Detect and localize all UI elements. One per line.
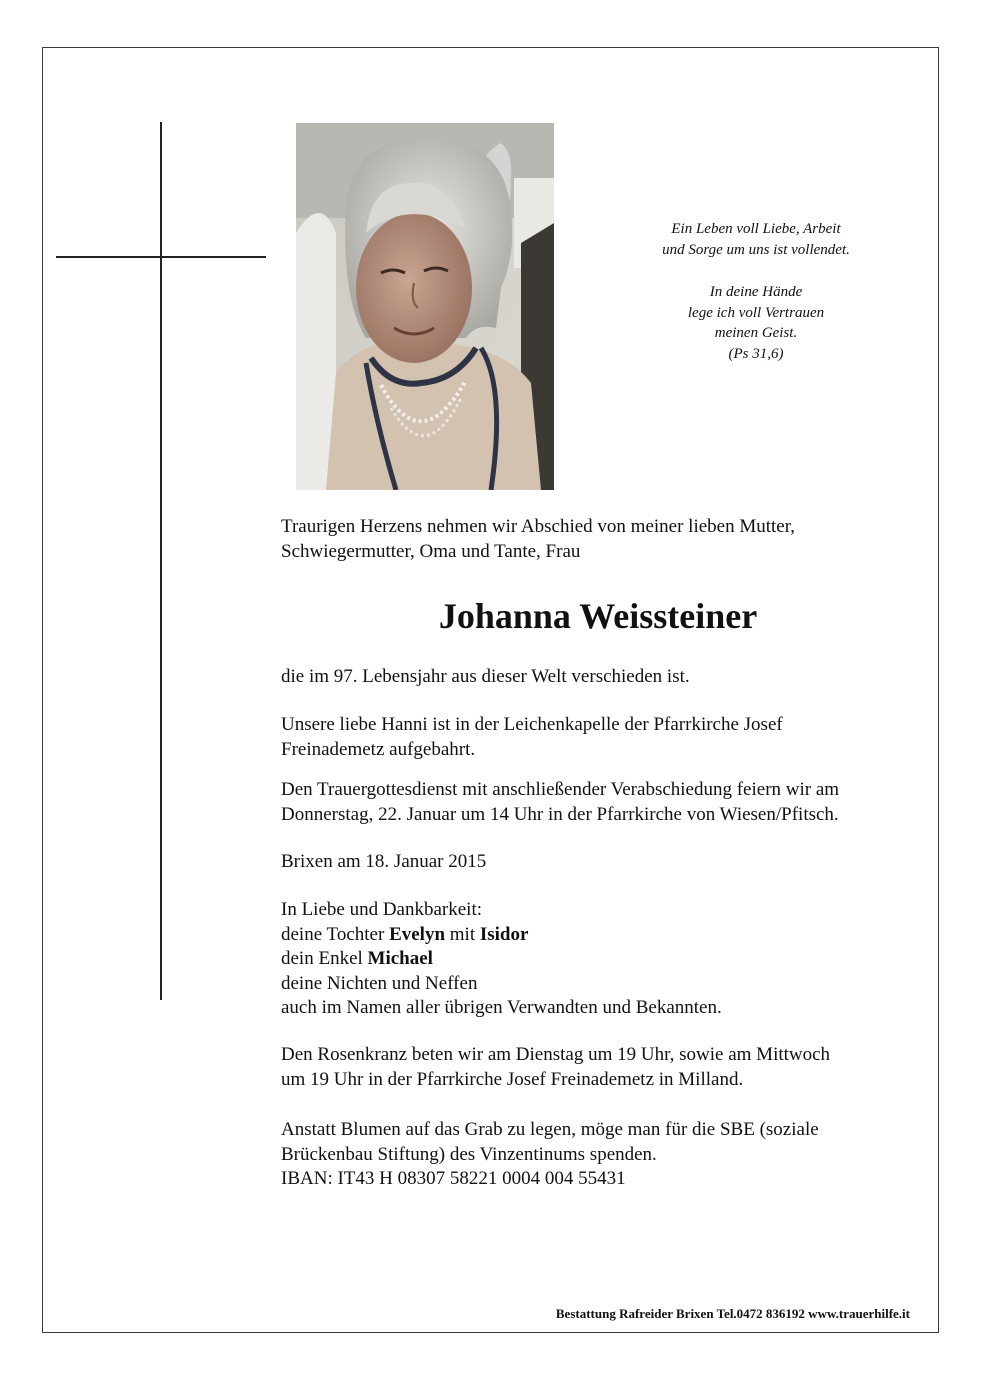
quote-line: und Sorge um uns ist vollendet. — [662, 241, 850, 258]
place-date-text: Brixen am 18. Januar 2015 — [281, 851, 487, 872]
age-line — [281, 665, 921, 690]
bible-quote — [600, 219, 912, 364]
funeral-line: Den Trauergottesdienst mit anschließender Verabschiedung feiern wir am — [281, 779, 840, 800]
place-date — [281, 850, 921, 875]
grandson-prefix: dein Enkel — [281, 948, 363, 969]
cross-horizontal-bar — [56, 256, 266, 258]
intro-line: Traurigen Herzens nehmen wir Abschied von meiner lieben Mutter, — [281, 516, 796, 537]
quote-line: In deine Hände — [709, 284, 803, 300]
cross-vertical-bar — [160, 122, 162, 1000]
deceased-name: Johanna Weissteiner — [438, 596, 758, 636]
intro-line: Schwiegermutter, Oma und Tante, Frau — [281, 540, 581, 562]
daughter-name: Evelyn — [389, 923, 446, 945]
rosary-line: Den Rosenkranz beten wir am Dienstag um 19 Uhr, sowie am Mittwoch — [281, 1044, 831, 1065]
quote-reference: (Ps 31,6) — [728, 345, 784, 362]
daughter-connector: mit — [449, 923, 476, 945]
rosary-paragraph — [281, 1043, 921, 1092]
daughter-prefix: deine Tochter — [281, 923, 385, 945]
mourner-grandson — [281, 947, 921, 972]
mourners-list — [281, 898, 921, 1021]
funeral-home-footer: Bestattung Rafreider Brixen Tel.0472 836192 www.trauerhilfe.it — [555, 1306, 910, 1321]
donation-paragraph — [281, 1118, 921, 1192]
funeral-line: Donnerstag, 22. Januar um 14 Uhr in der Pfarrkirche von Wiesen/Pfitsch. — [281, 803, 839, 825]
laid-out-line: Unsere liebe Hanni ist in der Leichenkapelle der Pfarrkirche Josef — [281, 714, 783, 735]
mourner-others: auch im Namen aller übrigen Verwandten und Bekannten. — [281, 997, 722, 1018]
grandson-name: Michael — [367, 948, 433, 969]
mourners-heading: In Liebe und Dankbarkeit: — [281, 899, 483, 920]
age-text: die im 97. Lebensjahr aus dieser Welt verschieden ist. — [281, 666, 690, 687]
laid-out-line: Freinademetz aufgebahrt. — [281, 738, 476, 760]
donation-iban: IBAN: IT43 H 08307 58221 0004 004 55431 — [281, 1168, 626, 1189]
mourner-nieces: deine Nichten und Neffen — [281, 972, 478, 994]
daughter-partner-name: Isidor — [479, 923, 529, 945]
donation-line: Brückenbau Stiftung) des Vinzentinums spenden. — [281, 1143, 657, 1165]
rosary-line: um 19 Uhr in der Pfarrkirche Josef Freinademetz in Milland. — [281, 1068, 744, 1090]
portrait-photo — [296, 123, 554, 490]
laid-out-paragraph — [281, 713, 921, 762]
quote-line: lege ich voll Vertrauen — [687, 304, 825, 321]
quote-line: meinen Geist. — [714, 325, 798, 341]
quote-line: Ein Leben voll Liebe, Arbeit — [671, 221, 841, 237]
donation-line: Anstatt Blumen auf das Grab zu legen, möge man für die SBE (soziale — [281, 1119, 819, 1140]
intro-paragraph — [281, 515, 921, 564]
portrait-illustration — [296, 123, 554, 490]
funeral-paragraph — [281, 778, 921, 827]
mourner-daughter — [281, 923, 921, 948]
